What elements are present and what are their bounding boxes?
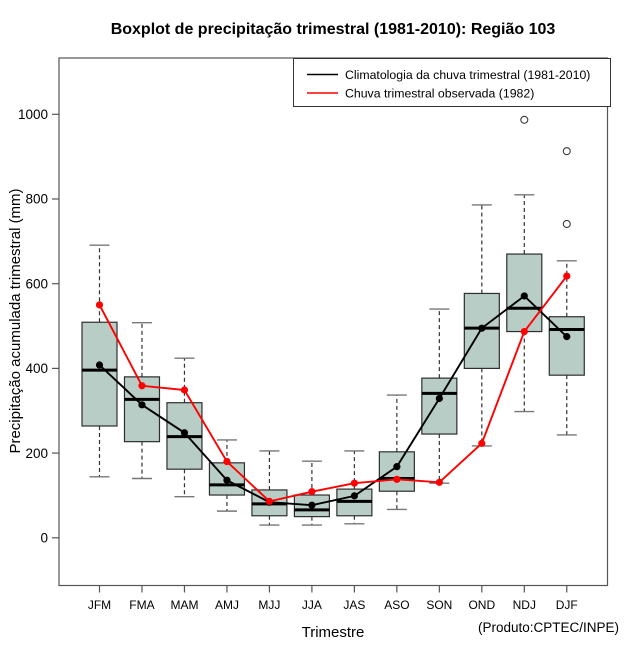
- x-tick-label: MAM: [170, 598, 199, 612]
- x-tick-label: FMA: [129, 598, 155, 612]
- box-SON: [422, 378, 457, 434]
- legend-label-observed: Chuva trimestral observada (1982): [345, 86, 535, 101]
- observed-point-FMA: [138, 382, 145, 389]
- observed-point-JJA: [308, 488, 315, 495]
- observed-point-SON: [436, 479, 443, 486]
- x-tick-label: ASO: [384, 598, 410, 612]
- x-tick-label: NDJ: [512, 598, 536, 612]
- climatology-point-FMA: [138, 401, 145, 408]
- x-tick-label: JFM: [87, 598, 112, 612]
- observed-point-ASO: [393, 476, 400, 483]
- x-tick-label: MJJ: [258, 598, 281, 612]
- climatology-point-NDJ: [521, 292, 528, 299]
- y-tick-label: 0: [40, 530, 48, 546]
- chart-title: Boxplot de precipitação trimestral (1981-2010): Região 103: [110, 21, 556, 38]
- legend-label-climatology: Climatologia da chuva trimestral (1981-2010): [345, 68, 591, 82]
- observed-point-AMJ: [223, 458, 230, 465]
- observed-point-JFM: [96, 301, 103, 308]
- observed-point-DJF: [563, 272, 570, 279]
- climatology-point-AMJ: [223, 477, 230, 484]
- outlier-point-DJF: [563, 220, 570, 227]
- observed-point-JAS: [351, 480, 358, 487]
- climatology-point-MAM: [181, 429, 188, 436]
- climatology-point-JFM: [96, 361, 103, 368]
- y-axis-label: Precipitação acumulada trimestral (mm): [7, 188, 24, 454]
- observed-point-OND: [478, 440, 485, 447]
- y-tick-label: 400: [25, 361, 48, 377]
- observed-point-MAM: [181, 386, 188, 393]
- footnote-product-label: (Produto:CPTEC/INPE): [477, 620, 619, 635]
- x-tick-label: AMJ: [214, 598, 239, 612]
- x-tick-label: SON: [426, 598, 453, 612]
- y-tick-label: 800: [25, 191, 48, 207]
- climatology-point-JJA: [308, 502, 315, 509]
- y-tick-label: 1000: [17, 107, 48, 122]
- y-tick-label: 200: [25, 445, 48, 461]
- plot-layer: [18, 58, 608, 612]
- box-ASO: [379, 452, 414, 491]
- climatology-point-JAS: [351, 492, 358, 499]
- box-JFM: [82, 322, 117, 426]
- outlier-point-NDJ: [521, 116, 528, 123]
- outlier-point-DJF: [563, 148, 570, 155]
- y-tick-label: 600: [25, 276, 48, 292]
- observed-point-NDJ: [521, 328, 528, 335]
- x-tick-label: JJA: [301, 598, 322, 612]
- climatology-point-OND: [478, 325, 485, 332]
- x-tick-label: DJF: [555, 598, 578, 612]
- climatology-point-SON: [436, 395, 443, 402]
- x-axis-label: Trimestre: [301, 624, 365, 641]
- legend: [294, 59, 611, 107]
- x-tick-label: OND: [468, 598, 496, 612]
- climatology-point-ASO: [393, 463, 400, 470]
- observed-point-MJJ: [266, 498, 273, 505]
- x-tick-label: JAS: [343, 598, 366, 612]
- climatology-point-DJF: [563, 333, 570, 340]
